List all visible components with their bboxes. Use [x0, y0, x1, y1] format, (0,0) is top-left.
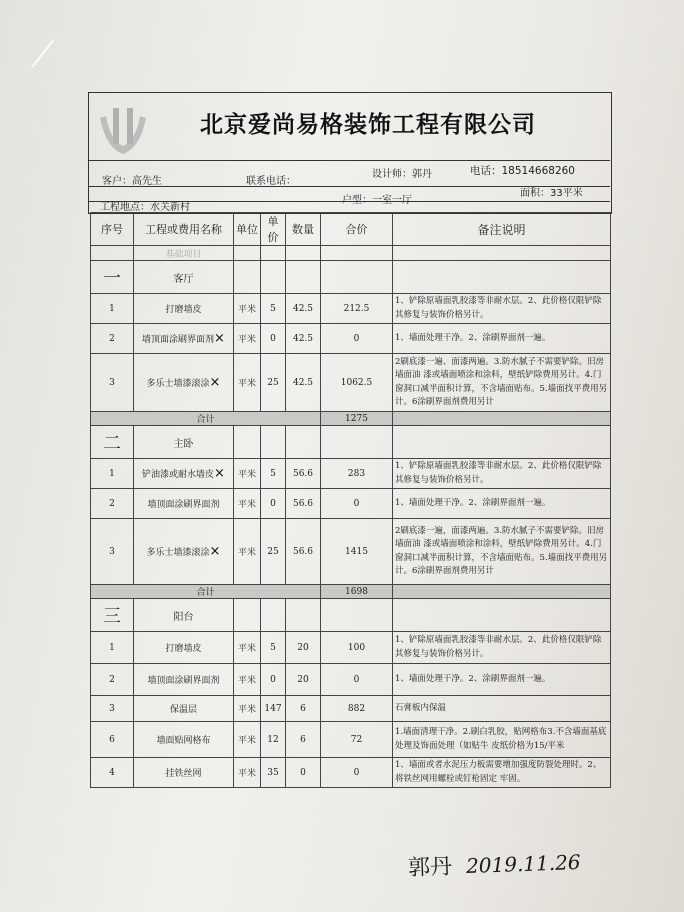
row-number: 1: [91, 294, 134, 324]
quote-table: [90, 212, 611, 788]
item-name-cell: [134, 489, 234, 519]
section-title: 客厅: [134, 261, 234, 294]
quantity: 56.6: [286, 459, 321, 489]
section-number: 二: [91, 426, 134, 459]
unit: 平米: [234, 664, 261, 696]
cross-mark: ×: [209, 375, 221, 390]
empty-cell: [393, 261, 611, 294]
quantity: 42.5: [286, 324, 321, 354]
table-row: [91, 722, 611, 758]
unit: 平米: [234, 632, 261, 664]
line-total: 212.5: [321, 294, 393, 324]
empty-cell: [393, 585, 611, 599]
item-name-cell: [134, 758, 234, 788]
basic-item-label: 基础项目: [134, 246, 234, 261]
remark: 1.墙面清理干净。2.刷白乳胶，贴网格布3.不含墙面基底处理及饰面处理（如贴牛 皮纸价格为15/平米: [393, 722, 611, 758]
table-row: [91, 459, 611, 489]
empty-cell: [261, 261, 286, 294]
unit: 平米: [234, 324, 261, 354]
item-name: 打磨墙皮: [165, 644, 202, 654]
company-name: 北京爱尚易格装饰工程有限公司: [200, 112, 536, 138]
item-name-cell: [134, 519, 234, 585]
table-header: [91, 213, 611, 246]
line-total: 72: [321, 722, 393, 758]
basic-items-row: [91, 246, 611, 261]
unit-price: 25: [261, 519, 286, 585]
item-name: 多乐士墙漆滚涂: [146, 548, 210, 558]
line-total: 882: [321, 696, 393, 722]
quantity: 6: [286, 722, 321, 758]
remark: 1、墙面处理干净。2、涂刷界面剂一遍。: [393, 324, 611, 354]
unit-price: 5: [261, 459, 286, 489]
row-number: 2: [91, 664, 134, 696]
item-name-cell: [134, 324, 234, 354]
item-name-cell: [134, 696, 234, 722]
client: 客户：高先生: [102, 176, 162, 187]
unit: 平米: [234, 696, 261, 722]
section-number: 一: [91, 261, 134, 294]
subtotal-value: 1698: [321, 585, 393, 599]
col-header: 工程或费用名称: [134, 213, 234, 246]
remark: 1、铲除原墙面乳胶漆等非耐水层。2、此价格仅限铲除其修复与装饰价格另计。: [393, 294, 611, 324]
company-logo-icon: [96, 104, 150, 158]
item-name: 墙顶面涂刷界面剂: [147, 500, 220, 510]
item-name: 打磨墙皮: [165, 305, 202, 315]
row-number: 2: [91, 324, 134, 354]
empty-cell: [234, 261, 261, 294]
line-total: 0: [321, 489, 393, 519]
item-name-cell: [134, 354, 234, 412]
unit: 平米: [234, 489, 261, 519]
table-row: [91, 324, 611, 354]
table-row: [91, 489, 611, 519]
signature-name: 郭丹: [407, 854, 453, 882]
table-row: [91, 758, 611, 788]
table-row: [91, 664, 611, 696]
table-row: [91, 696, 611, 722]
section-title: 主卧: [134, 426, 234, 459]
unit: 平米: [234, 354, 261, 412]
unit-price: 5: [261, 294, 286, 324]
item-name: 铲油漆或耐水墙皮: [142, 470, 215, 480]
unit: 平米: [234, 722, 261, 758]
signature: [408, 845, 582, 882]
empty-cell: [234, 599, 261, 632]
section-number: 三: [91, 599, 134, 632]
item-name-cell: [134, 459, 234, 489]
item-name-cell: [134, 722, 234, 758]
item-name: 保温层: [169, 705, 197, 715]
empty-cell: [321, 599, 393, 632]
subtotal-row: [91, 585, 611, 599]
quantity: 20: [286, 664, 321, 696]
item-name: 墙面贴网格布: [156, 736, 211, 746]
unit: 平米: [234, 519, 261, 585]
section-header-row: [91, 426, 611, 459]
unit-price: 5: [261, 632, 286, 664]
house-type: 户型：一室一厅: [342, 195, 412, 206]
empty-cell: [393, 426, 611, 459]
unit-price: 0: [261, 324, 286, 354]
empty-cell: [286, 261, 321, 294]
quantity: 0: [286, 758, 321, 788]
remark: 2刷底漆一遍，面漆两遍。3.防水腻子不需要铲除。旧房墙面油 漆或墙面喷涂和涂料，壁纸铲除费用另计。4.门窗洞口减半面积计算，不含墙面贴布。5.墙面找平费用另计。6涂刷界面剂费用另计: [393, 519, 611, 585]
quantity: 20: [286, 632, 321, 664]
quantity: 56.6: [286, 519, 321, 585]
unit-price: 25: [261, 354, 286, 412]
quantity: 42.5: [286, 354, 321, 412]
header-rule: [88, 160, 610, 161]
row-number: 3: [91, 354, 134, 412]
remark: 1、墙面处理干净。2、涂刷界面剂一遍。: [393, 664, 611, 696]
unit: 平米: [234, 758, 261, 788]
row-number: 2: [91, 489, 134, 519]
remark: 1、墙面或者水泥压力板需要增加强度防裂处理时。2、将铁丝网用螺栓或钉枪固定 牢固。: [393, 758, 611, 788]
line-total: 0: [321, 324, 393, 354]
empty-cell: [321, 261, 393, 294]
remark: 2刷底漆一遍、面漆两遍。3.防水腻子不需要铲除。旧房墙面油 漆或墙面喷涂和涂料，壁纸铲除费用另计。4.门窗洞口减半面积计算，不含墙面贴布。5.墙面找平费用另计。6涂刷界面剂费用另计: [393, 354, 611, 412]
row-number: 1: [91, 632, 134, 664]
remark: 1、铲除原墙面乳胶漆等非耐水层。2、此价格仅限铲除其修复与装饰价格另计。: [393, 632, 611, 664]
empty-cell: [261, 599, 286, 632]
empty-cell: [286, 426, 321, 459]
section-title: 阳台: [134, 599, 234, 632]
section-header-row: [91, 261, 611, 294]
row-number: 3: [91, 519, 134, 585]
table-row: [91, 294, 611, 324]
row-number: 3: [91, 696, 134, 722]
cross-mark: ×: [214, 331, 225, 346]
item-name: 墙顶面涂刷界面剂: [147, 676, 220, 686]
line-total: 1062.5: [321, 354, 393, 412]
section-header-row: [91, 599, 611, 632]
quantity: 42.5: [286, 294, 321, 324]
row-number: 1: [91, 459, 134, 489]
item-name: 挂铁丝网: [165, 769, 202, 779]
line-total: 1415: [321, 519, 393, 585]
empty-cell: [234, 426, 261, 459]
area: 面积：33平米: [520, 188, 583, 199]
signature-date: 2019.11.26: [465, 849, 581, 878]
unit: 平米: [234, 294, 261, 324]
subtotal-value: 1275: [321, 412, 393, 426]
col-header: 单位: [234, 213, 261, 246]
remark: 1、墙面处理干净。2、涂刷界面剂一遍。: [393, 489, 611, 519]
cross-mark: ×: [214, 466, 225, 481]
unit: 平米: [234, 459, 261, 489]
contact-phone: 联系电话：: [246, 176, 296, 187]
empty-cell: [321, 426, 393, 459]
remark: 石膏板内保温: [393, 696, 611, 722]
table-row: [91, 632, 611, 664]
quantity: 56.6: [286, 489, 321, 519]
item-name-cell: [134, 664, 234, 696]
unit-price: 12: [261, 722, 286, 758]
col-header: 数量: [286, 213, 321, 246]
col-header: 序号: [91, 213, 134, 246]
cross-mark: ×: [209, 544, 221, 559]
remark: 1、铲除原墙面乳胶漆等非耐水层。2、此价格仅限铲除其修复与装饰价格另计。: [393, 459, 611, 489]
col-header: 备注说明: [393, 213, 611, 246]
item-name: 多乐士墙漆滚涂: [146, 379, 210, 389]
phone: 电话：18514668260: [470, 165, 575, 177]
row-number: 4: [91, 758, 134, 788]
table-row: [91, 354, 611, 412]
line-total: 0: [321, 664, 393, 696]
unit-price: 35: [261, 758, 286, 788]
project-site: 工程地点：水关新村: [100, 202, 190, 213]
unit-price: 0: [261, 664, 286, 696]
item-name-cell: [134, 632, 234, 664]
unit-price: 0: [261, 489, 286, 519]
designer: 设计师：郭丹: [372, 169, 432, 180]
empty-cell: [393, 412, 611, 426]
empty-cell: [286, 599, 321, 632]
subtotal-label: 合计: [91, 585, 321, 599]
item-name-cell: [134, 294, 234, 324]
quantity: 6: [286, 696, 321, 722]
empty-cell: [393, 599, 611, 632]
line-total: 0: [321, 758, 393, 788]
col-header: 单价: [261, 213, 286, 246]
subtotal-label: 合计: [91, 412, 321, 426]
col-header: 合价: [321, 213, 393, 246]
item-name: 墙顶面涂刷界面剂: [142, 335, 215, 345]
subtotal-row: [91, 412, 611, 426]
row-number: 6: [91, 722, 134, 758]
line-total: 283: [321, 459, 393, 489]
unit-price: 147: [261, 696, 286, 722]
empty-cell: [261, 426, 286, 459]
table-row: [91, 519, 611, 585]
line-total: 100: [321, 632, 393, 664]
